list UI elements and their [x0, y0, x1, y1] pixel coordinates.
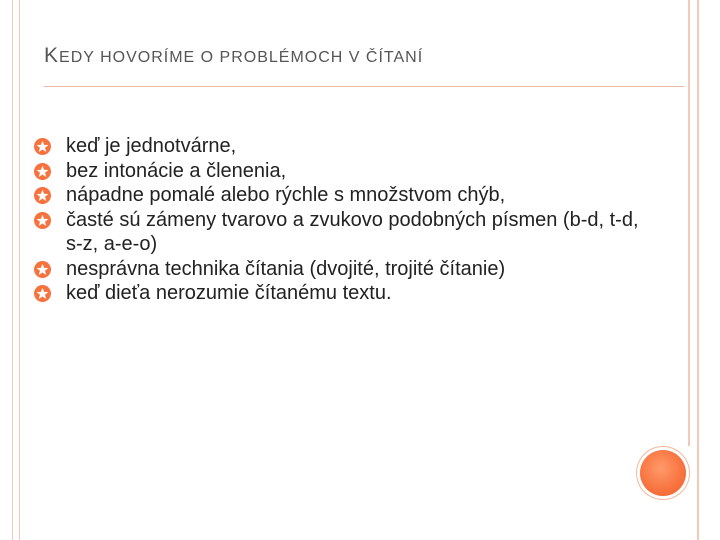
star-bullet-icon [34, 163, 51, 180]
bullet-text: časté sú zámeny tvarovo a zvukovo podobných písmen (b-d, t-d, s-z, a-e-o) [66, 208, 639, 255]
bullet-item [34, 134, 654, 159]
bullet-text: nesprávna technika čítania (dvojité, trojité čítanie) [66, 257, 506, 280]
star-bullet-icon [34, 212, 51, 229]
star-bullet-icon [34, 261, 51, 278]
bullet-item [34, 159, 654, 184]
slide-title [44, 44, 423, 68]
bullet-item [34, 208, 654, 257]
title-text: EDY HOVORÍME O PROBLÉMOCH V ČÍTANÍ [59, 49, 424, 66]
star-bullet-icon [34, 285, 51, 302]
bullet-item [34, 257, 654, 282]
right-decor-bar [688, 0, 690, 446]
title-initial: K [44, 44, 60, 67]
decor-circle [640, 450, 686, 496]
bullet-text: nápadne pomalé alebo rýchle s množstvom chýb, [66, 184, 506, 206]
bullet-text: keď je jednotvárne, [66, 135, 237, 157]
bullet-list [34, 134, 654, 306]
title-divider [44, 86, 684, 87]
bullet-item [34, 281, 654, 306]
bullet-text: keď dieťa nerozumie čítanému textu. [66, 282, 392, 304]
left-border-line [19, 0, 20, 540]
bullet-text: bez intonácie a členenia, [66, 159, 287, 182]
right-decor-bar [697, 0, 699, 540]
left-border-line [12, 0, 13, 540]
star-bullet-icon [34, 187, 51, 204]
bullet-item [34, 183, 654, 208]
star-bullet-icon [34, 138, 51, 155]
